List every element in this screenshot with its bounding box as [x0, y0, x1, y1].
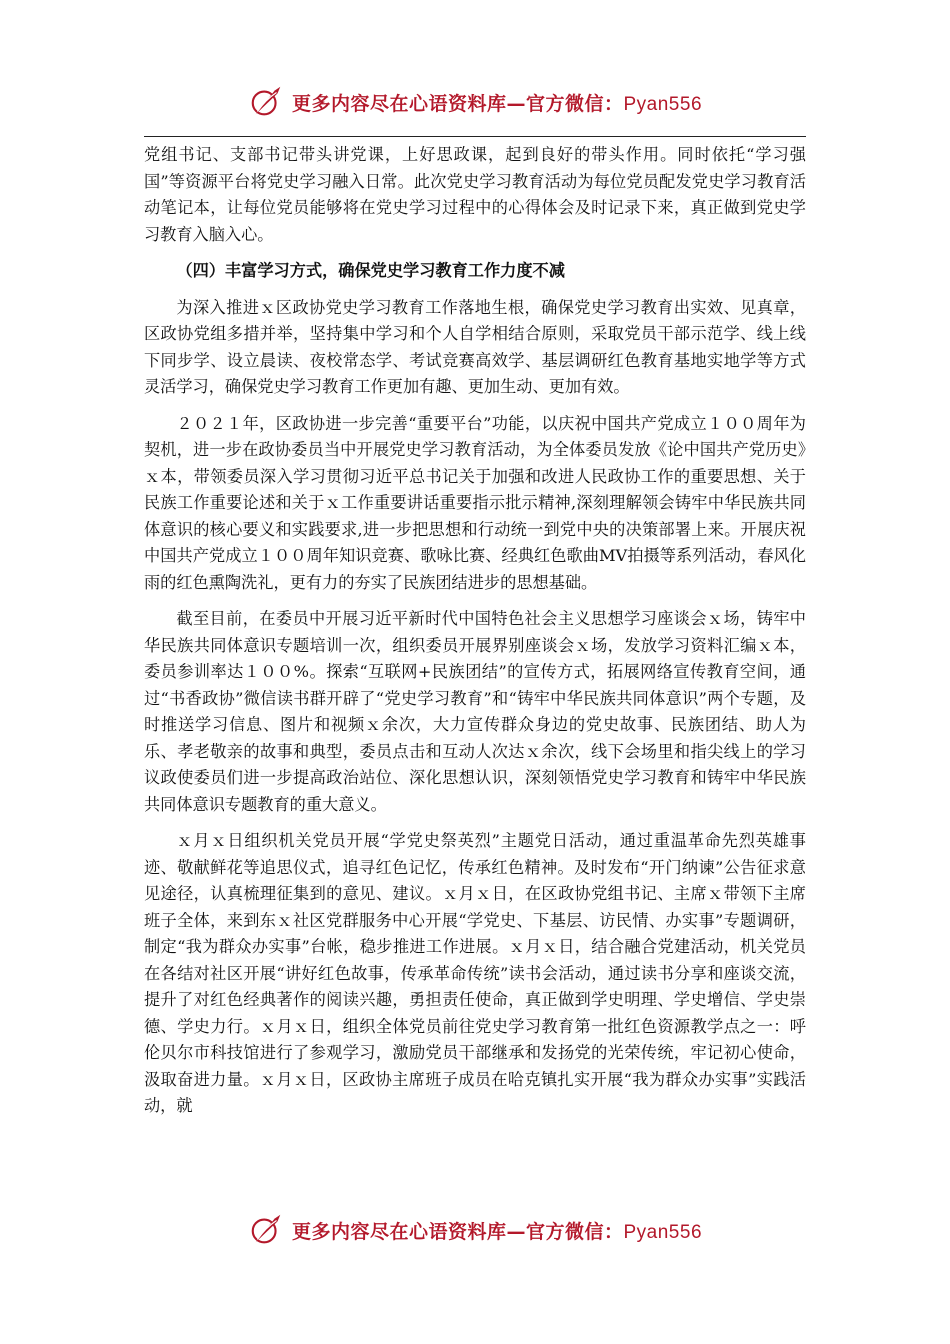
footer-banner — [0, 1208, 950, 1252]
section-heading: （四）丰富学习方式，确保党史学习教育工作力度不减 — [176, 261, 565, 280]
document-body — [144, 142, 806, 1130]
paragraph-3: 截至目前，在委员中开展习近平新时代中国特色社会主义思想学习座谈会ｘ场，铸牢中华民族共同体意识专题培训一次，组织委员开展界别座谈会ｘ场，发放学习资料汇编ｘ本，委员参训率达１００%。探索“互联网+民族团结”的宣传方式，拓展网络宣传教育空间，通过“书香政协”微信读书群开辟了“党史学习教育”和“铸牢中华民族共同体意识”两个专题，及时推送学习信息、图片和视频ｘ余次，大力宣传群众身边的党史故事、民族团结、助人为乐、孝老敬亲的故事和典型，委员点击和互动人次达ｘ余次，线下会场里和指尖线上的学习议政使委员们进一步提高政治站位、深化思想认识，深刻领悟党史学习教育和铸牢中华民族共同体意识专题教育的重大意义。 — [144, 609, 806, 814]
paragraph-0: 党组书记、支部书记带头讲党课，上好思政课，起到良好的带头作用。同时依托“学习强国”等资源平台将党史学习融入日常。此次党史学习教育活动为每位党员配发党史学习教育活动笔记本，让每位党员能够将在党史学习过程中的心得体会及时记录下来，真正做到党史学习教育入脑入心。 — [144, 145, 806, 244]
header-divider — [144, 136, 806, 137]
quill-logo-icon — [248, 1211, 286, 1249]
quill-logo-icon — [248, 83, 286, 121]
banner-text: 更多内容尽在心语资料库—官方微信：Pyan556 — [291, 92, 703, 115]
banner-wechat-id: Pyan556 — [623, 93, 703, 115]
footer-banner-text: 更多内容尽在心语资料库—官方微信：Pyan556 — [291, 1220, 703, 1243]
footer-wechat-id: Pyan556 — [623, 1221, 703, 1243]
paragraph-1: 为深入推进ｘ区政协党史学习教育工作落地生根，确保党史学习教育出实效、见真章，区政协党组多措并举，坚持集中学习和个人自学相结合原则，采取党员干部示范学、线上线下同步学、设立晨读、夜校常态学、考试竞赛高效学、基层调研红色教育基地实地学等方式灵活学习，确保党史学习教育工作更加有趣、更加生动、更加有效。 — [144, 297, 806, 396]
header-banner — [0, 80, 950, 124]
paragraph-2: ２０２１年，区政协进一步完善“重要平台”功能，以庆祝中国共产党成立１００周年为契机，进一步在政协委员当中开展党史学习教育活动，为全体委员发放《论中国共产党历史》ｘ本，带领委员深入学习贯彻习近平总书记关于加强和改进人民政协工作的重要思想、关于民族工作重要论述和关于ｘ工作重要讲话重要指示批示精神,深刻理解领会铸牢中华民族共同体意识的核心要义和实践要求,进一步把思想和行动统一到党中央的决策部署上来。开展庆祝中国共产党成立１００周年知识竞赛、歌咏比赛、经典红色歌曲MV拍摄等系列活动，春风化雨的红色熏陶洗礼，更有力的夯实了民族团结进步的思想基础。 — [144, 413, 806, 592]
paragraph-4: ｘ月ｘ日组织机关党员开展“学党史祭英烈”主题党日活动，通过重温革命先烈英雄事迹、敬献鲜花等追思仪式，追寻红色记忆，传承红色精神。及时发布“开门纳谏”公告征求意见途径，认真梳理征集到的意见、建议。ｘ月ｘ日，在区政协党组书记、主席ｘ带领下主席班子全体，来到东ｘ社区党群服务中心开展“学党史、下基层、访民情、办实事”专题调研，制定“我为群众办实事”台帐，稳步推进工作进展。ｘ月ｘ日，结合融合党建活动，机关党员在各结对社区开展“讲好红色故事，传承革命传统”读书会活动，通过读书分享和座谈交流，提升了对红色经典著作的阅读兴趣，勇担责任使命，真正做到学史明理、学史增信、学史崇德、学史力行。ｘ月ｘ日，组织全体党员前往党史学习教育第一批红色资源教学点之一：呼伦贝尔市科技馆进行了参观学习，激励党员干部继承和发扬党的光荣传统，牢记初心使命，汲取奋进力量。ｘ月ｘ日，区政协主席班子成员在哈克镇扎实开展“我为群众办实事”实践活动，就 — [144, 831, 806, 1115]
